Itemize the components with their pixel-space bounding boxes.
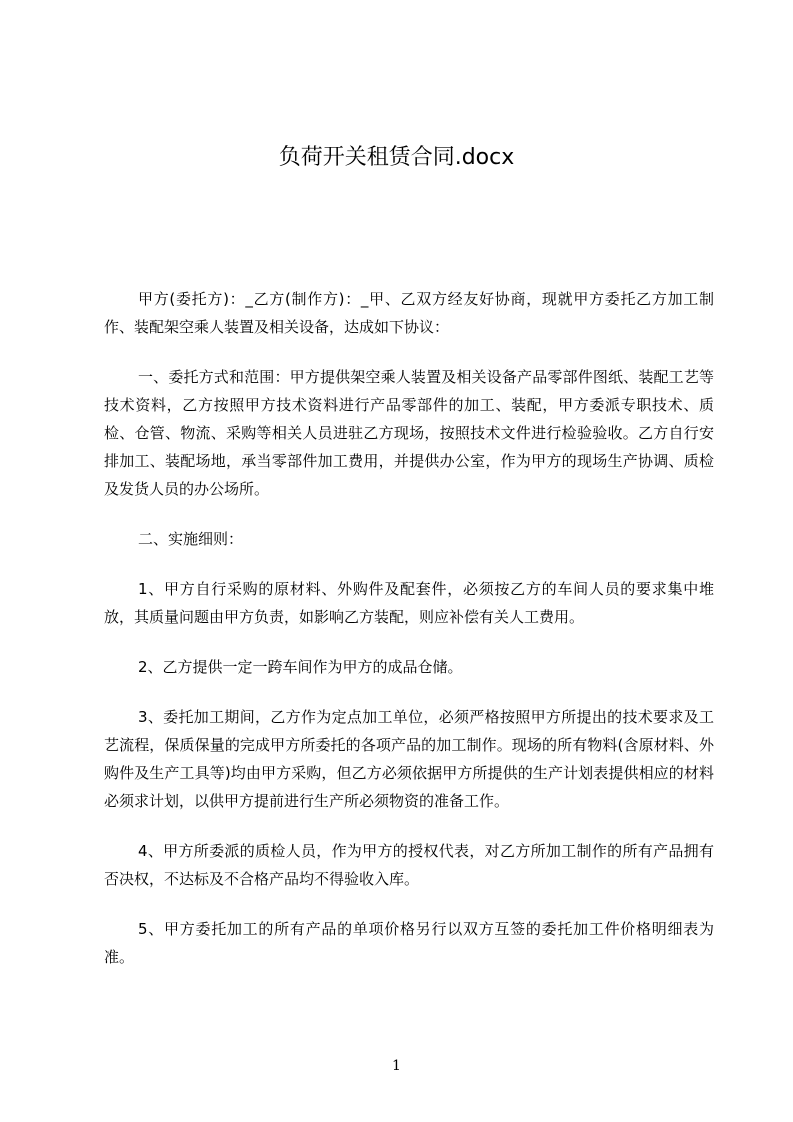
paragraph-rule-2: 2、乙方提供一定一跨车间作为甲方的成品仓储。 xyxy=(138,658,463,676)
paragraph-rule-5: 5、甲方委托加工的所有产品的单项价格另行以双方互签的委托加工件价格明细表为准。 xyxy=(104,920,714,966)
paragraph-scope: 一、委托方式和范围：甲方提供架空乘人装置及相关设备产品零部件图纸、装配工艺等技术资料，乙方按照甲方技术资料进行产品零部件的加工、装配，甲方委派专职技术、质检、仓管、物流、采购等相关人员进驻乙方现场，按照技术文件进行检验验收。乙方自行安排加工、装配场地，承当零部件加工费用，并提供办公室，作为甲方的现场生产协调、质检及发货人员的办公场所。 xyxy=(104,368,714,498)
paragraph-parties: 甲方(委托方)：_乙方(制作方)：_甲、乙双方经友好协商，现就甲方委托乙方加工制作、装配架空乘人装置及相关设备，达成如下协议： xyxy=(104,290,714,336)
page-number: 1 xyxy=(392,1058,401,1074)
paragraph-rule-4: 4、甲方所委派的质检人员，作为甲方的授权代表，对乙方所加工制作的所有产品拥有否决权，不达标及不合格产品均不得验收入库。 xyxy=(104,842,714,888)
document-title: 负荷开关租赁合同.docx xyxy=(278,145,515,170)
document-body xyxy=(104,285,714,993)
paragraph-rule-3: 3、委托加工期间，乙方作为定点加工单位，必须严格按照甲方所提出的技术要求及工艺流程，保质保量的完成甲方所委托的各项产品的加工制作。现场的所有物料(含原材料、外购件及生产工具等)均由甲方采购，但乙方必须依据甲方所提供的生产计划表提供相应的材料必须求计划，以供甲方提前进行生产所必须物资的准备工作。 xyxy=(104,708,714,810)
paragraph-rule-1: 1、甲方自行采购的原材料、外购件及配套件，必须按乙方的车间人员的要求集中堆放，其质量问题由甲方负责，如影响乙方装配，则应补偿有关人工费用。 xyxy=(104,580,714,626)
paragraph-rules-heading: 二、实施细则： xyxy=(138,530,244,548)
